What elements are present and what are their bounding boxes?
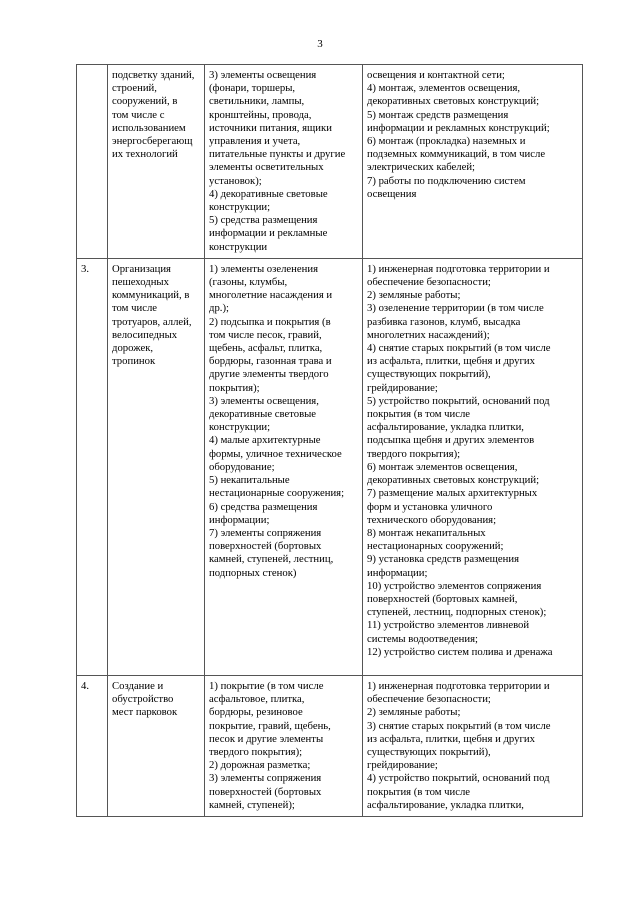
works-cell <box>363 675 583 816</box>
elements-line: информации; <box>209 513 270 526</box>
elements-line: источники питания, ящики <box>209 121 332 134</box>
works-line: 9) установка средств размещения <box>367 553 520 566</box>
works-line: 5) монтаж средств размещения <box>367 108 509 121</box>
works-line: 6) монтаж элементов освещения, <box>367 460 518 473</box>
works-line: 3) снятие старых покрытий (в том числе <box>367 719 551 732</box>
elements-line: камней, ступеней, лестниц, <box>209 553 334 566</box>
works-line: грейдирование; <box>367 759 438 772</box>
elements-line: 5) средства размещения <box>209 214 318 227</box>
works-table <box>76 64 583 817</box>
name-line: пешеходных <box>112 276 169 289</box>
works-line: 10) устройство элементов сопряжения <box>367 579 542 592</box>
elements-line: 4) декоративные световые <box>209 187 328 200</box>
elements-line: конструкции; <box>209 201 271 214</box>
elements-line: песок и другие элементы <box>209 732 324 745</box>
elements-line: 1) элементы озеленения <box>209 262 318 275</box>
works-line: технического оборудования; <box>367 513 497 526</box>
elements-line: поверхностей (бортовых <box>209 785 322 798</box>
works-line: декоративных световых конструкций; <box>367 474 540 487</box>
name-line: тропинок <box>112 355 156 368</box>
works-line: 4) устройство покрытий, оснований под <box>367 772 550 785</box>
elements-line: конструкции; <box>209 421 271 434</box>
table-row <box>77 675 583 816</box>
elements-line: (газоны, клумбы, <box>209 276 288 289</box>
elements-line: 2) дорожная разметка; <box>209 759 311 772</box>
elements-line: формы, уличное техническое <box>209 447 342 460</box>
elements-line: 1) покрытие (в том числе <box>209 679 324 692</box>
elements-line: поверхностей (бортовых <box>209 540 322 553</box>
works-table-body <box>77 65 583 817</box>
works-cell <box>363 65 583 259</box>
elements-line: бордюры, газонная трава и <box>209 355 332 368</box>
table-row <box>77 65 583 259</box>
works-line: 7) размещение малых архитектурных <box>367 487 538 500</box>
works-line: покрытия (в том числе <box>367 408 471 421</box>
elements-line: асфальтовое, плитка, <box>209 693 305 706</box>
elements-cell <box>205 675 363 816</box>
works-line: 1) инженерная подготовка территории и <box>367 262 550 275</box>
name-line: том числе <box>112 302 158 315</box>
works-line: асфальтирование, укладка плитки, <box>367 798 524 811</box>
elements-line: покрытия); <box>209 381 260 394</box>
works-line: форм и установка уличного <box>367 500 493 513</box>
row-number: 4. <box>81 679 90 692</box>
elements-line: бордюры, резиновое <box>209 706 303 719</box>
name-line: строений, <box>112 82 157 95</box>
name-line: коммуникаций, в <box>112 289 190 302</box>
elements-line: установок); <box>209 174 262 187</box>
name-line: энергосберегающ <box>112 135 193 148</box>
works-line: многолетних насаждений); <box>367 328 490 341</box>
works-line: покрытия (в том числе <box>367 785 471 798</box>
name-line: дорожек, <box>112 342 154 355</box>
works-line: 2) земляные работы; <box>367 706 461 719</box>
row-number: 3. <box>81 262 90 275</box>
works-line: системы водоотведения; <box>367 632 478 645</box>
table-row <box>77 258 583 675</box>
name-line: подсветку зданий, <box>112 69 195 81</box>
works-line: 2) земляные работы; <box>367 289 461 302</box>
elements-line: питательные пункты и другие <box>209 148 346 161</box>
works-line: нестационарных сооружений; <box>367 540 504 553</box>
works-line: подземных коммуникаций, в том числе <box>367 148 546 161</box>
works-line: электрических кабелей; <box>367 161 476 174</box>
elements-line: оборудование; <box>209 460 275 473</box>
works-line: из асфальта, плитки, щебня и других <box>367 355 535 368</box>
row-number-cell <box>77 65 108 259</box>
elements-line: (фонари, торшеры, <box>209 82 296 95</box>
elements-line: 4) малые архитектурные <box>209 434 321 447</box>
elements-line: 5) некапитальные <box>209 474 290 487</box>
works-line: обеспечение безопасности; <box>367 276 491 289</box>
activity-name-cell <box>108 65 205 259</box>
works-line: 12) устройство систем полива и дренажа <box>367 645 553 658</box>
name-line: тротуаров, аллей, <box>112 315 192 328</box>
works-line: разбивка газонов, клумб, высадка <box>367 315 521 328</box>
name-line: использованием <box>112 121 186 134</box>
elements-line: управления и учета, <box>209 135 301 148</box>
name-line: том числе с <box>112 108 165 121</box>
works-line: освещения <box>367 187 417 200</box>
works-line: 4) снятие старых покрытий (в том числе <box>367 342 551 355</box>
elements-line: многолетние насаждения и <box>209 289 333 302</box>
name-line: обустройство <box>112 693 174 706</box>
works-line: асфальтирование, укладка плитки, <box>367 421 524 434</box>
elements-line: 6) средства размещения <box>209 500 318 513</box>
name-line: мест парковок <box>112 706 178 719</box>
elements-line: камней, ступеней); <box>209 798 295 811</box>
elements-line: 3) элементы сопряжения <box>209 772 322 785</box>
elements-line: том числе песок, гравий, <box>209 328 322 341</box>
works-line: существующих покрытий), <box>367 745 491 758</box>
works-line: существующих покрытий), <box>367 368 491 381</box>
name-line: велосипедных <box>112 328 178 341</box>
name-line: сооружений, в <box>112 95 178 108</box>
works-line: информации; <box>367 566 428 579</box>
elements-cell <box>205 258 363 675</box>
elements-line: 3) элементы освещения, <box>209 394 319 407</box>
elements-line: конструкции <box>209 240 268 253</box>
elements-line: декоративные световые <box>209 408 317 421</box>
row-number-cell <box>77 258 108 675</box>
works-line: 5) устройство покрытий, оснований под <box>367 394 550 407</box>
works-line: 1) инженерная подготовка территории и <box>367 679 550 692</box>
works-cell <box>363 258 583 675</box>
elements-line: щебень, асфальт, плитка, <box>209 342 323 355</box>
elements-line: твердого покрытия); <box>209 745 303 758</box>
elements-line: другие элементы твердого <box>209 368 329 381</box>
elements-line: др.); <box>209 302 229 315</box>
elements-line: кронштейны, провода, <box>209 108 312 121</box>
works-line: 4) монтаж, элементов освещения, <box>367 82 521 95</box>
name-line: Создание и <box>112 679 164 692</box>
elements-cell <box>205 65 363 259</box>
name-line: их технологий <box>112 148 178 161</box>
works-line: поверхностей (бортовых камней, <box>367 592 518 605</box>
elements-line: покрытие, гравий, щебень, <box>209 719 331 732</box>
works-line: освещения и контактной сети; <box>367 69 505 81</box>
elements-line: информации и рекламные <box>209 227 328 240</box>
works-line: твердого покрытия); <box>367 447 461 460</box>
activity-name-cell <box>108 675 205 816</box>
works-line: декоративных световых конструкций; <box>367 95 540 108</box>
works-line: 3) озеленение территории (в том числе <box>367 302 544 315</box>
works-line: грейдирование; <box>367 381 438 394</box>
works-line: подсыпка щебня и других элементов <box>367 434 535 447</box>
elements-line: 2) подсыпка и покрытия (в <box>209 315 331 328</box>
works-line: обеспечение безопасности; <box>367 693 491 706</box>
works-line: информации и рекламных конструкций; <box>367 121 550 134</box>
row-number-cell <box>77 675 108 816</box>
works-line: 7) работы по подключению систем <box>367 174 526 187</box>
elements-line: нестационарные сооружения; <box>209 487 345 500</box>
activity-name-cell <box>108 258 205 675</box>
works-line: 11) устройство элементов ливневой <box>367 619 530 632</box>
works-line: 8) монтаж некапитальных <box>367 526 486 539</box>
elements-line: светильники, лампы, <box>209 95 305 108</box>
elements-line: 7) элементы сопряжения <box>209 526 322 539</box>
works-line: из асфальта, плитки, щебня и других <box>367 732 535 745</box>
works-line: 6) монтаж (прокладка) наземных и <box>367 135 526 148</box>
elements-line: подпорных стенок) <box>209 566 297 579</box>
name-line: Организация <box>112 262 171 275</box>
elements-line: 3) элементы освещения <box>209 69 317 81</box>
works-line: ступеней, лестниц, подпорных стенок); <box>367 606 547 619</box>
page-number: 3 <box>317 38 323 50</box>
elements-line: элементы осветительных <box>209 161 324 174</box>
